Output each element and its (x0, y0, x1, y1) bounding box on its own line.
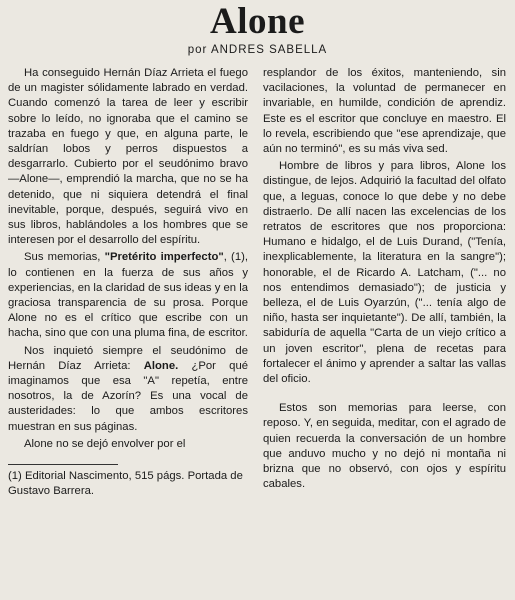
paragraph: Alone no se dejó envolver por el (24, 437, 186, 450)
article-byline: por ANDRES SABELLA (187, 44, 328, 56)
paragraph: Ha conseguido Hernán Díaz Arrieta el fuego de un magister sólidamente labrado en verdad. Cuando comenzó la tarea de leer y escribir sobre lo leído, no ignoraba que el camino se trazaba en fuego y que, en alguna parte, le saldrían lobos y perros dispuestos a desgarrarlo. Cubierto por el seudónimo bravo —Alone—, emprendió la marcha, que no se ha detenido, que ni siquiera detendrá el final inevitable, porque, después, seguirá vivo en sus libros, hablándoles a los hombres que se interesen por el desarrollo del espíritu. (8, 67, 248, 247)
pseudonym: Alone. (143, 359, 179, 372)
left-column (8, 66, 248, 499)
text-run: Nos inquietó siempre el seudónimo de Hernán Díaz Arrieta: (8, 344, 248, 372)
text-run: Sus memorias, (24, 251, 105, 264)
footnote: (1) Editorial Nascimento, 515 págs. Portada de Gustavo Barrera. (8, 470, 243, 498)
paragraph (8, 344, 248, 435)
paragraph: resplandor de los éxitos, manteniendo, sin vacilaciones, la voluntad de permanecer en invariable, en humilde, condición de aprendiz. Este es el escritor que concluye en maestro. El lo revela, escribiendo que "ese aprendizaje, que aún no terminó", es su más viva sed. (263, 67, 506, 156)
text-run: , (1), lo contienen en la fuerza de sus años y experiencias, en la claridad de sus ideas y en la graciosa transparencia de su prosa. Porque Alone no es el crítico que escribe con un hacha, sino que con una pluma fina, de escritor. (8, 251, 248, 340)
footnote-divider (8, 464, 118, 465)
text-run: ¿Por qué imaginamos que esa "A" repetía, entre nosotros, la de Azorín? Es una vocal de austeridades: lo que ambos escritores muestran en sus páginas. (8, 359, 249, 433)
right-column (263, 66, 506, 492)
article-title: Alone (210, 1, 305, 42)
paragraph: Hombre de libros y para libros, Alone los distingue, de lejos. Adquirió la facultad del olfato que, a leguas, conoce lo que debe y no debe distraerlo. De allí nacen las excelencias de los retratos de escritores que nos proporciona: Humano e hidalgo, el de Luis Durand, ("Tenía, inexplicablemente, la literatura en la sangre"); honorable, el de Ricardo A. Latcham, ("... no nos entendimos demasiado"); de justicia y belleza, el de Luis Oyarzún, ("... tenía algo de niño, hasta ser inquietante"). De allí, también, la sabiduría de aquella "Carta de un viejo crítico a un joven escritor", plena de recetas para fortalecer el ánimo y aprender a saltar las vallas del oficio. (263, 160, 506, 386)
paragraph: Estos son memorias para leerse, con reposo. Y, en seguida, meditar, con el agrado de quien recuerda la conversación de un hombre que anduvo mucho y no dejó ni montaña ni brizna que no observó, con ojos y espíritu cabales. (263, 402, 506, 491)
book-title: "Pretérito imperfecto" (104, 251, 224, 264)
paragraph (8, 250, 248, 341)
